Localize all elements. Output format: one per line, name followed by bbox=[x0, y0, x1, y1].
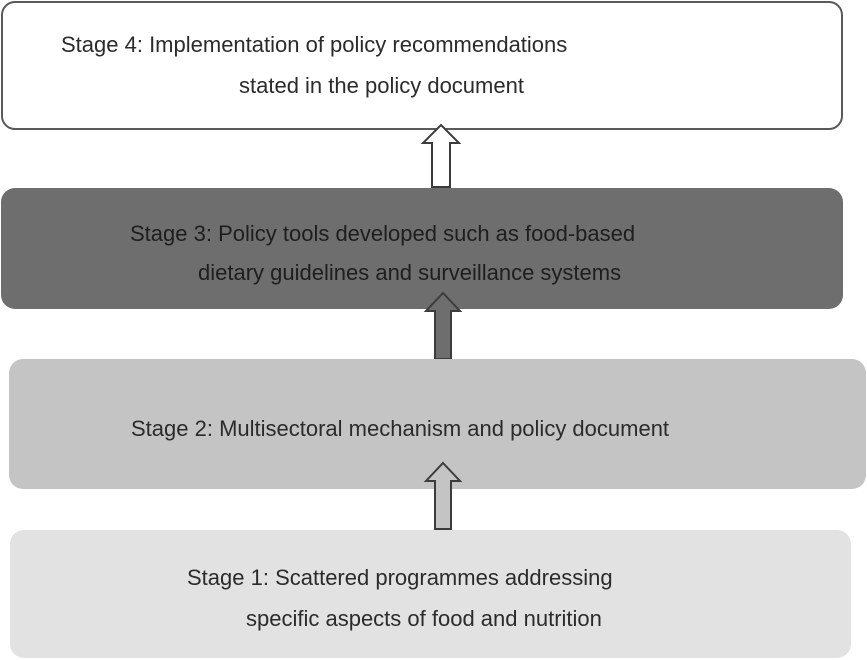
stage-3-box bbox=[1, 188, 843, 309]
stage-1-box bbox=[10, 530, 851, 658]
stage-1-text-line-1: Stage 1: Scattered programmes addressing bbox=[187, 565, 613, 590]
arrow-stage3-to-stage4 bbox=[421, 124, 461, 188]
stage-4-text-line-2: stated in the policy document bbox=[239, 73, 524, 98]
stage-4-text-line-1: Stage 4: Implementation of policy recommendations bbox=[61, 32, 568, 57]
stage-3-text-line-1: Stage 3: Policy tools developed such as food-based bbox=[130, 221, 636, 246]
stage-4-box bbox=[1, 1, 843, 130]
arrow-stage3-to-stage4-shape bbox=[423, 125, 459, 187]
arrow-stage1-to-stage2 bbox=[423, 462, 463, 530]
stage-1-text-line-2: specific aspects of food and nutrition bbox=[246, 606, 602, 631]
stage-3-text-line-2: dietary guidelines and surveillance systems bbox=[198, 260, 622, 285]
arrow-stage2-to-stage3 bbox=[423, 292, 463, 360]
stage-2-text-line-1: Stage 2: Multisectoral mechanism and policy document bbox=[131, 416, 670, 441]
arrow-stage1-to-stage2-shape bbox=[426, 463, 460, 529]
arrow-stage2-to-stage3-shape bbox=[426, 293, 460, 359]
